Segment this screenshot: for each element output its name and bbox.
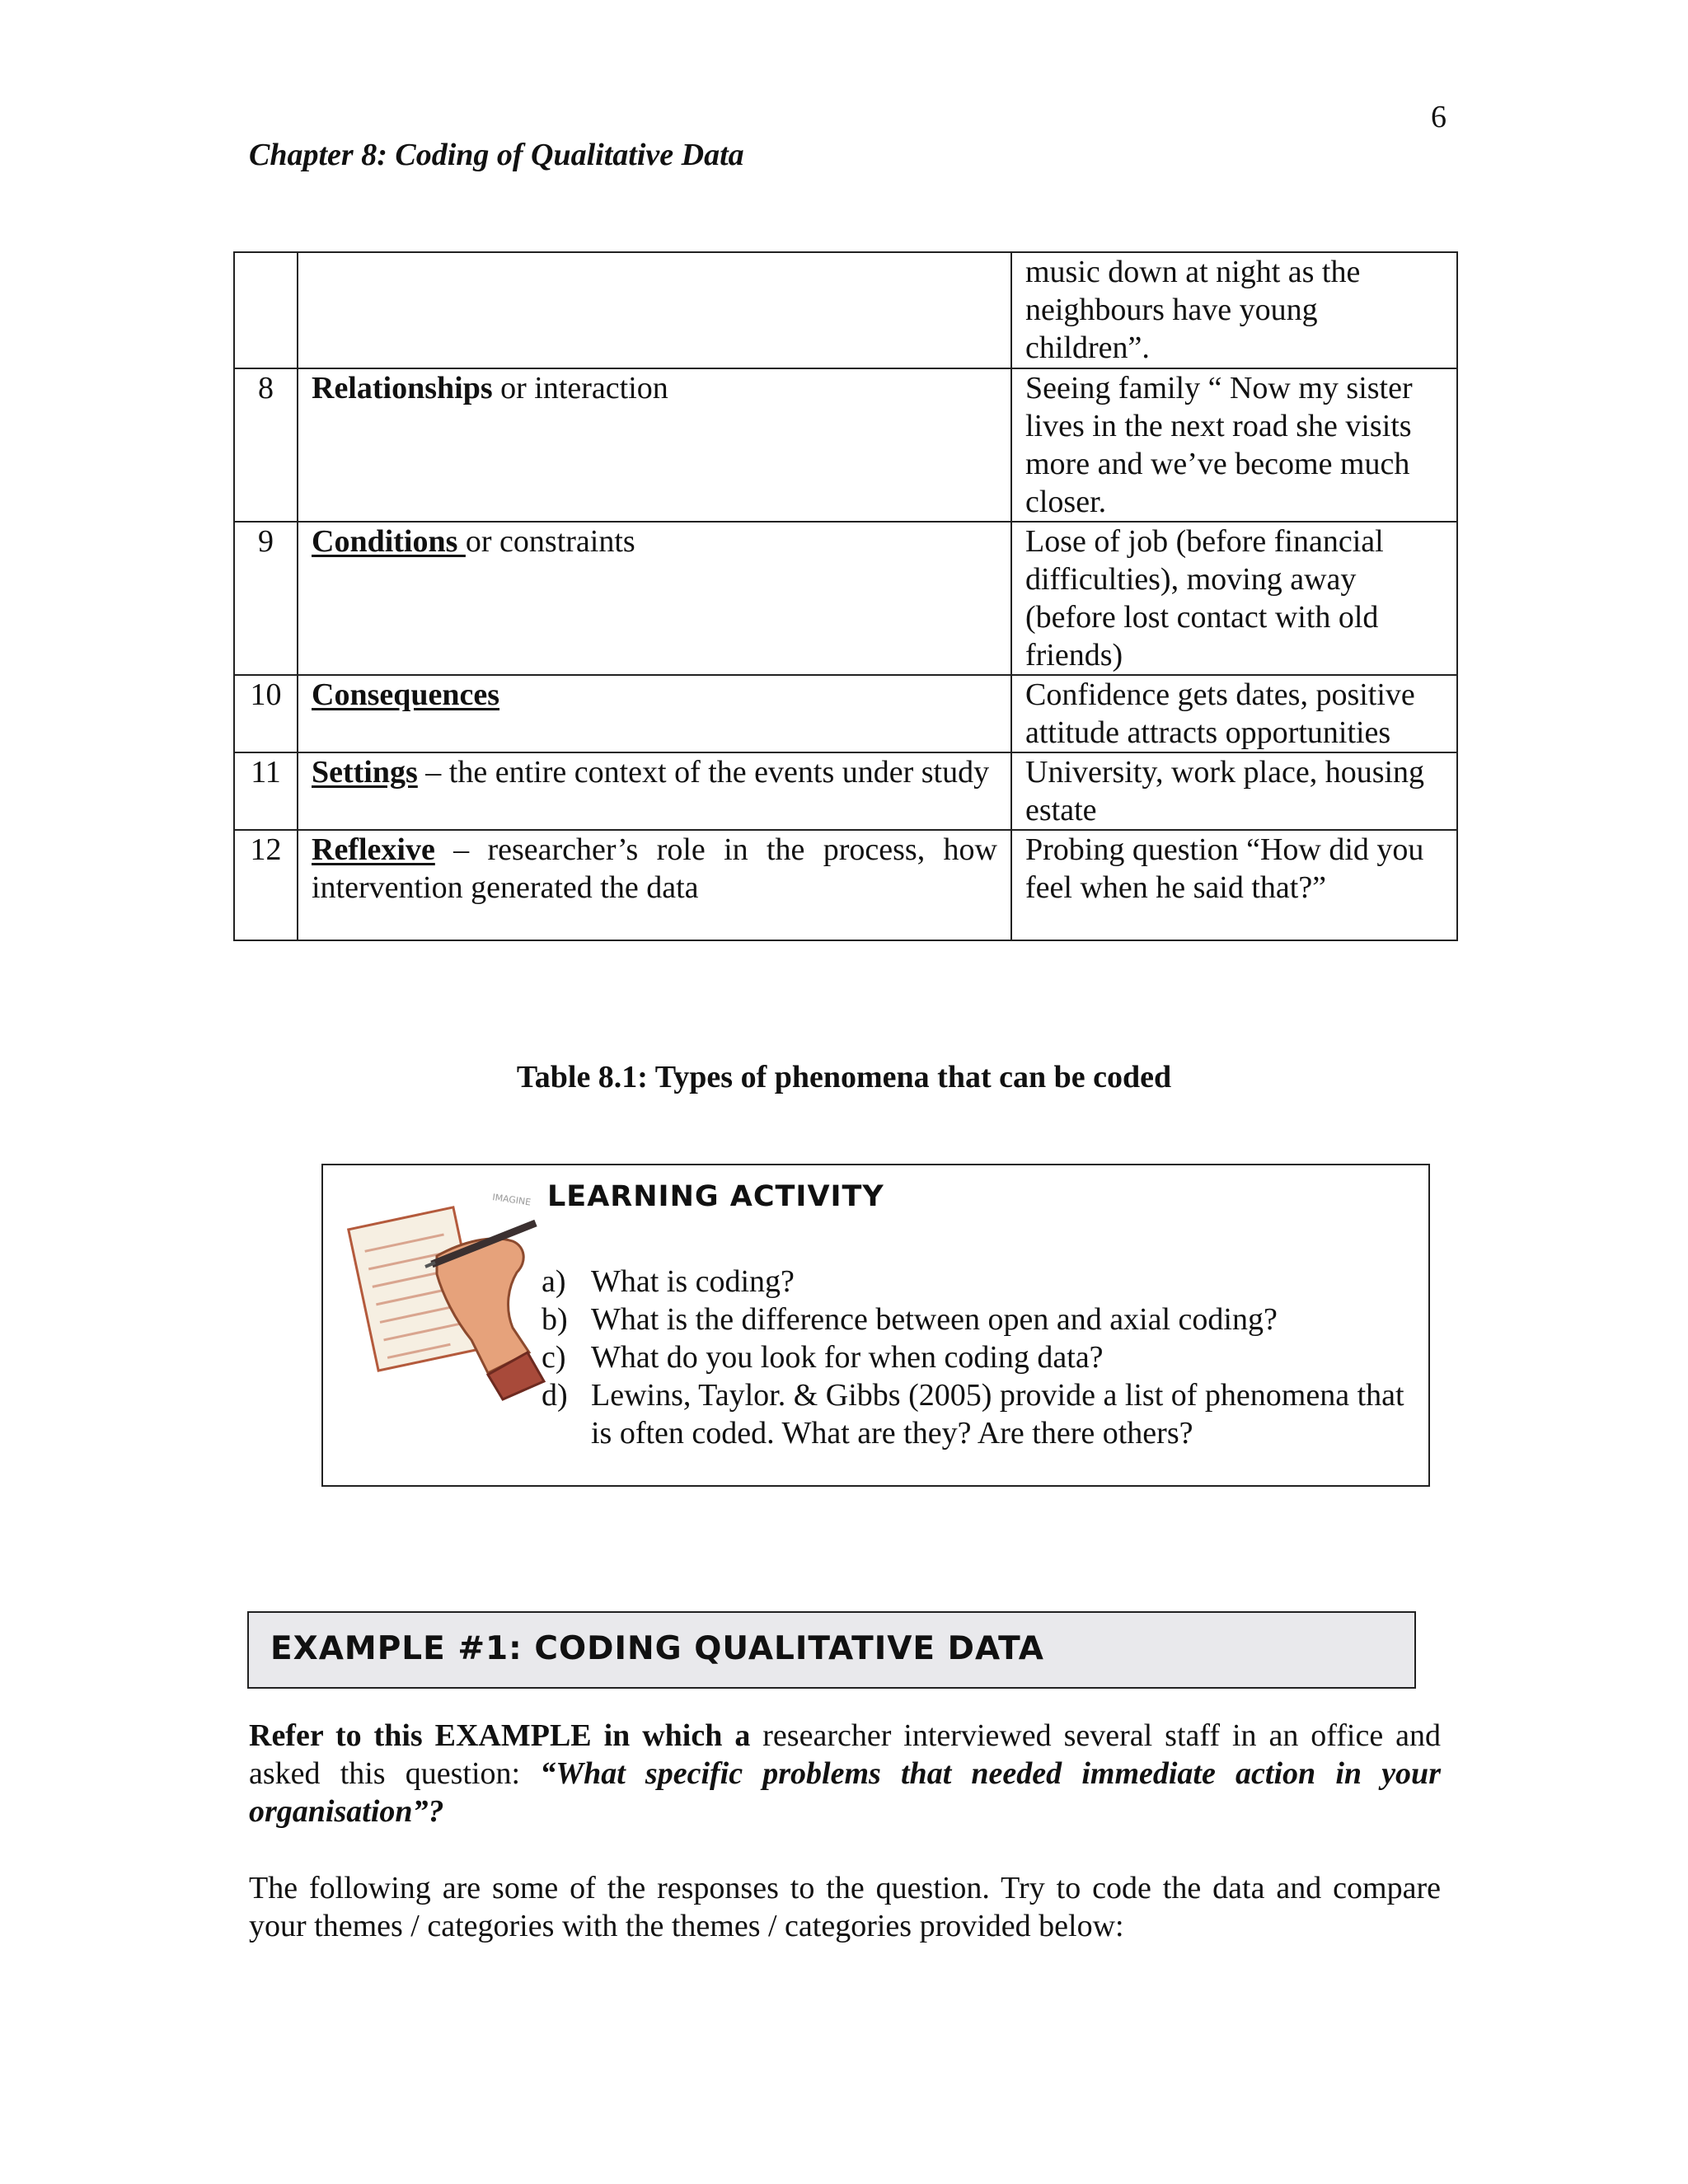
table-row <box>234 252 1457 368</box>
list-item <box>542 1301 1415 1338</box>
row-term: Relationships <box>312 371 493 405</box>
row-number: 10 <box>234 675 298 752</box>
table-row <box>234 522 1457 675</box>
list-item <box>542 1338 1415 1376</box>
row-description <box>298 675 1011 752</box>
row-number: 12 <box>234 830 298 940</box>
page-number: 6 <box>1431 100 1447 134</box>
row-number: 9 <box>234 522 298 675</box>
list-item <box>542 1376 1415 1452</box>
icon-label: IMAGINE <box>491 1192 532 1208</box>
row-number: 11 <box>234 752 298 830</box>
row-description <box>298 752 1011 830</box>
table-row <box>234 368 1457 522</box>
item-marker: c) <box>542 1340 566 1375</box>
row-number: 8 <box>234 368 298 522</box>
row-term-rest: – researcher’s role in the process, how intervention generated the data <box>312 832 997 905</box>
example-title: EXAMPLE #1: CODING QUALITATIVE DATA <box>270 1630 1044 1667</box>
row-term: Consequences <box>312 677 500 712</box>
intro-normal: researcher interviewed several staff in an office and asked this question: <box>249 1718 1442 1791</box>
item-marker: a) <box>542 1264 566 1299</box>
table-row <box>234 830 1457 940</box>
row-term-rest: – the entire context of the events under study <box>417 755 990 790</box>
row-example: Probing question “How did you feel when he said that?” <box>1011 830 1457 940</box>
item-marker: d) <box>542 1378 568 1413</box>
intro-question: “What specific problems that needed immediate action in your organisation”? <box>249 1756 1441 1829</box>
row-example: Seeing family “ Now my sister lives in the next road she visits more and we’ve become much closer. <box>1011 368 1457 522</box>
row-term-rest: or interaction <box>492 371 668 405</box>
example-intro-paragraph <box>249 1717 1441 1830</box>
instructions-paragraph: The following are some of the responses to the question. Try to code the data and compare your themes / categories with the themes / categories provided below: <box>249 1871 1441 1943</box>
activity-questions <box>542 1263 1415 1452</box>
list-item <box>542 1263 1415 1301</box>
row-description <box>298 252 1011 368</box>
example-heading-box <box>247 1611 1416 1689</box>
item-text: What do you look for when coding data? <box>591 1340 1104 1375</box>
row-term: Reflexive <box>312 832 435 867</box>
row-example: Confidence gets dates, positive attitude attracts opportunities <box>1011 675 1457 752</box>
item-text: Lewins, Taylor. & Gibbs (2005) provide a list of phenomena that is often coded. What are they? Are there others? <box>591 1378 1404 1451</box>
activity-title: LEARNING ACTIVITY <box>547 1180 884 1213</box>
table-row <box>234 752 1457 830</box>
row-description <box>298 368 1011 522</box>
row-example: music down at night as the neighbours have young children”. <box>1011 252 1457 368</box>
phenomena-table <box>233 251 1458 941</box>
row-number <box>234 252 298 368</box>
learning-activity-box <box>321 1164 1430 1487</box>
intro-bold: Refer to this EXAMPLE in which a <box>249 1718 751 1753</box>
item-text: What is the difference between open and axial coding? <box>591 1302 1278 1337</box>
table-caption: Table 8.1: Types of phenomena that can be coded <box>516 1060 1172 1094</box>
row-example: Lose of job (before financial difficulties), moving away (before lost contact with old friends) <box>1011 522 1457 675</box>
item-text: What is coding? <box>591 1264 795 1299</box>
row-description <box>298 522 1011 675</box>
row-example: University, work place, housing estate <box>1011 752 1457 830</box>
table-row <box>234 675 1457 752</box>
item-marker: b) <box>542 1302 568 1337</box>
row-term: Conditions <box>312 524 466 559</box>
row-term: Settings <box>312 755 418 790</box>
row-description <box>298 830 1011 940</box>
row-term-rest: or constraints <box>465 524 635 559</box>
chapter-title: Chapter 8: Coding of Qualitative Data <box>249 138 744 172</box>
